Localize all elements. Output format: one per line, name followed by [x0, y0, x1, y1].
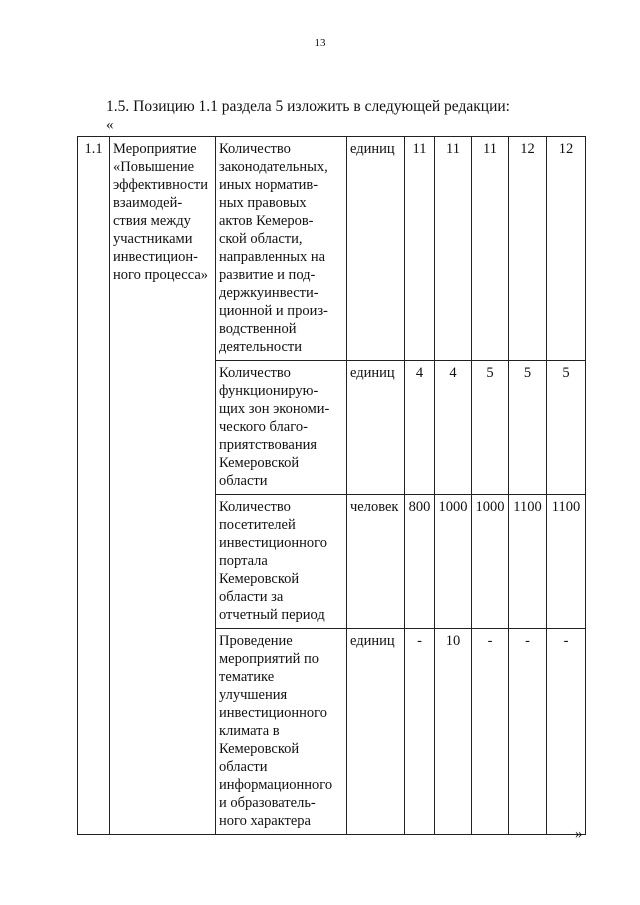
event-name-line: ного процесса» — [113, 267, 209, 283]
indicator-name-cell — [216, 361, 347, 495]
opening-quote: « — [106, 117, 114, 133]
value-cell: - — [472, 629, 509, 835]
indicator-name-line: климата в — [219, 723, 280, 739]
indicator-name-line: Количество — [219, 141, 291, 157]
value-cell: - — [509, 629, 547, 835]
indicator-name-line: ской области, — [219, 231, 303, 247]
page-number: 13 — [314, 37, 326, 49]
event-name-line: участниками — [113, 231, 193, 247]
value-cell: 12 — [547, 137, 586, 361]
indicator-name-line: Кемеровской — [219, 571, 300, 587]
indicator-name-line: Количество — [219, 499, 291, 515]
row-number-cell: 1.1 — [78, 137, 110, 835]
indicator-name-line: посетителей — [219, 517, 296, 533]
value-cell: 1100 — [509, 495, 547, 629]
value-cell: 12 — [509, 137, 547, 361]
event-name-line: инвестицион- — [113, 249, 198, 265]
intro-text: 1.5. Позицию 1.1 раздела 5 изложить в следующей редакции: — [106, 98, 510, 115]
indicator-name-line: улучшения — [219, 687, 288, 703]
indicator-name-line: щих зон экономи- — [219, 401, 330, 417]
indicator-name-line: области за — [219, 589, 284, 605]
unit-cell: единиц — [347, 629, 405, 835]
value-cell: 4 — [435, 361, 472, 495]
indicator-name-line: Кемеровской — [219, 741, 300, 757]
indicator-name-line: Количество — [219, 365, 291, 381]
table-row — [78, 137, 586, 361]
value-cell: 11 — [435, 137, 472, 361]
value-cell: 1000 — [472, 495, 509, 629]
indicator-name-line: ческого благо- — [219, 419, 308, 435]
indicators-table — [77, 136, 586, 835]
unit-cell: человек — [347, 495, 405, 629]
indicator-name-line: ных правовых — [219, 195, 307, 211]
indicator-name-line: иных норматив- — [219, 177, 319, 193]
value-cell: 5 — [472, 361, 509, 495]
indicator-name-cell — [216, 495, 347, 629]
indicator-name-line: инвестиционного — [219, 705, 327, 721]
event-name-line: взаимодей- — [113, 195, 183, 211]
indicator-name-line: тематике — [219, 669, 275, 685]
indicator-name-line: приятствования — [219, 437, 318, 453]
value-cell: 11 — [405, 137, 435, 361]
indicator-name-line: развитие и под- — [219, 267, 316, 283]
indicator-name-line: Кемеровской — [219, 455, 300, 471]
indicator-name-line: актов Кемеров- — [219, 213, 314, 229]
unit-cell: единиц — [347, 137, 405, 361]
value-cell: - — [405, 629, 435, 835]
value-cell: 4 — [405, 361, 435, 495]
indicator-name-line: законодательных, — [219, 159, 328, 175]
indicator-name-line: ционной и произ- — [219, 303, 328, 319]
event-name-cell — [110, 137, 216, 835]
event-name-line: ствия между — [113, 213, 191, 229]
closing-quote: » — [575, 826, 583, 842]
value-cell: 800 — [405, 495, 435, 629]
indicator-name-line: и образователь- — [219, 795, 316, 811]
indicator-name-cell — [216, 137, 347, 361]
value-cell: 1100 — [547, 495, 586, 629]
value-cell: 11 — [472, 137, 509, 361]
event-name-line: «Повышение — [113, 159, 195, 175]
value-cell: 5 — [509, 361, 547, 495]
indicator-name-cell — [216, 629, 347, 835]
value-cell: 10 — [435, 629, 472, 835]
event-name-line: Мероприятие — [113, 141, 197, 157]
event-name-line: эффективности — [113, 177, 208, 193]
indicator-name-line: области — [219, 473, 268, 489]
indicator-name-line: водственной — [219, 321, 297, 337]
indicator-name-line: направленных на — [219, 249, 326, 265]
indicator-name-line: отчетный период — [219, 607, 325, 623]
indicator-name-line: портала — [219, 553, 268, 569]
indicator-name-line: деятельности — [219, 339, 303, 355]
indicator-name-line: инвестиционного — [219, 535, 327, 551]
value-cell: 1000 — [435, 495, 472, 629]
indicator-name-line: держкуинвести- — [219, 285, 319, 301]
indicator-name-line: функционирую- — [219, 383, 319, 399]
indicator-name-line: ного характера — [219, 813, 311, 829]
value-cell: - — [547, 629, 586, 835]
indicator-name-line: области — [219, 759, 268, 775]
indicator-name-line: мероприятий по — [219, 651, 320, 667]
indicator-name-line: информационного — [219, 777, 333, 793]
indicator-name-line: Проведение — [219, 633, 293, 649]
unit-cell: единиц — [347, 361, 405, 495]
value-cell: 5 — [547, 361, 586, 495]
